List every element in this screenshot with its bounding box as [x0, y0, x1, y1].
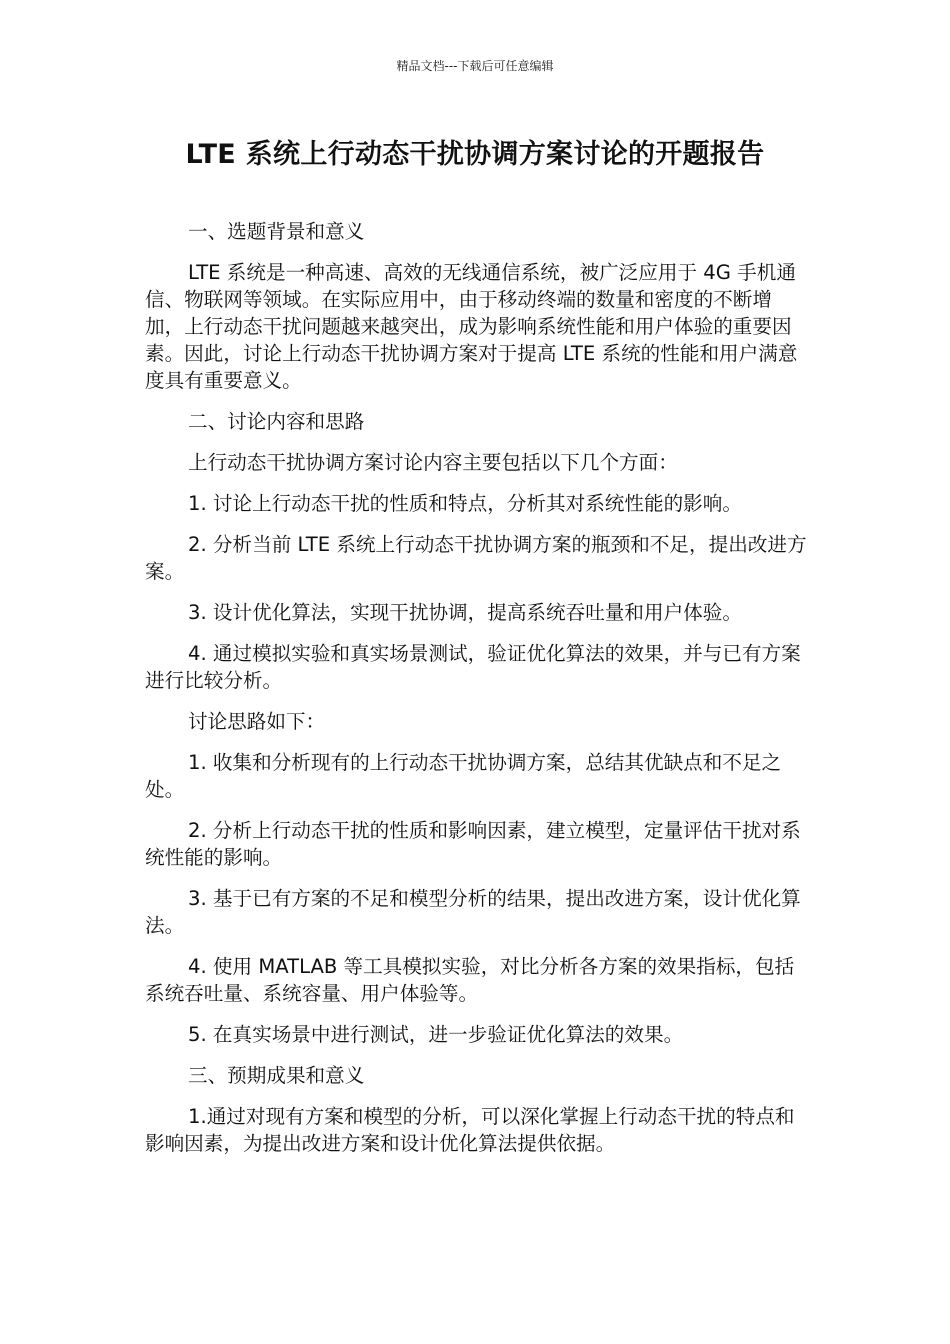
list-item: 4. 使用 MATLAB 等工具模拟实验，对比分析各方案的效果指标，包括系统吞吐量、系统容量、用户体验等。: [145, 955, 795, 1005]
list-item: 1. 讨论上行动态干扰的性质和特点，分析其对系统性能的影响。: [188, 492, 742, 515]
list-item: 2. 分析当前 LTE 系统上行动态干扰协调方案的瓶颈和不足，提出改进方案。: [145, 533, 807, 583]
paragraph-background: LTE 系统是一种高速、高效的无线通信系统，被广泛应用于 4G 手机通信、物联网等领域。在实际应用中，由于移动终端的数量和密度的不断增加，上行动态干扰问题越来越突出，成为影响系统性能和用户体验的重要因素。因此，讨论上行动态干扰协调方案对于提高 LTE 系统的性能和用户满意度具有重要意义。: [145, 261, 798, 392]
paragraph-approach-intro: 讨论思路如下：: [188, 710, 326, 733]
section-heading-content: 二、讨论内容和思路: [188, 410, 365, 433]
document-title: LTE 系统上行动态干扰协调方案讨论的开题报告: [185, 139, 765, 170]
paragraph-content-intro: 上行动态干扰协调方案讨论内容主要包括以下几个方面：: [188, 451, 678, 474]
list-item: 4. 通过模拟实验和真实场景测试，验证优化算法的效果，并与已有方案进行比较分析。: [145, 642, 801, 692]
list-item: 1.通过对现有方案和模型的分析，可以深化掌握上行动态干扰的特点和影响因素，为提出改进方案和设计优化算法提供依据。: [145, 1105, 795, 1155]
list-item: 3. 基于已有方案的不足和模型分析的结果，提出改进方案，设计优化算法。: [145, 887, 801, 937]
section-heading-background: 一、选题背景和意义: [188, 220, 365, 243]
list-item: 5. 在真实场景中进行测试，进一步验证优化算法的效果。: [188, 1023, 684, 1046]
list-item: 3. 设计优化算法，实现干扰协调，提高系统吞吐量和用户体验。: [188, 601, 742, 624]
page-header: 精品文档---下载后可任意编辑: [396, 59, 554, 73]
section-heading-outcomes: 三、预期成果和意义: [188, 1064, 365, 1087]
document-body: [145, 218, 809, 1171]
list-item: 2. 分析上行动态干扰的性质和影响因素，建立模型，定量评估干扰对系统性能的影响。: [145, 819, 801, 869]
list-item: 1. 收集和分析现有的上行动态干扰协调方案，总结其优缺点和不足之处。: [145, 751, 782, 801]
